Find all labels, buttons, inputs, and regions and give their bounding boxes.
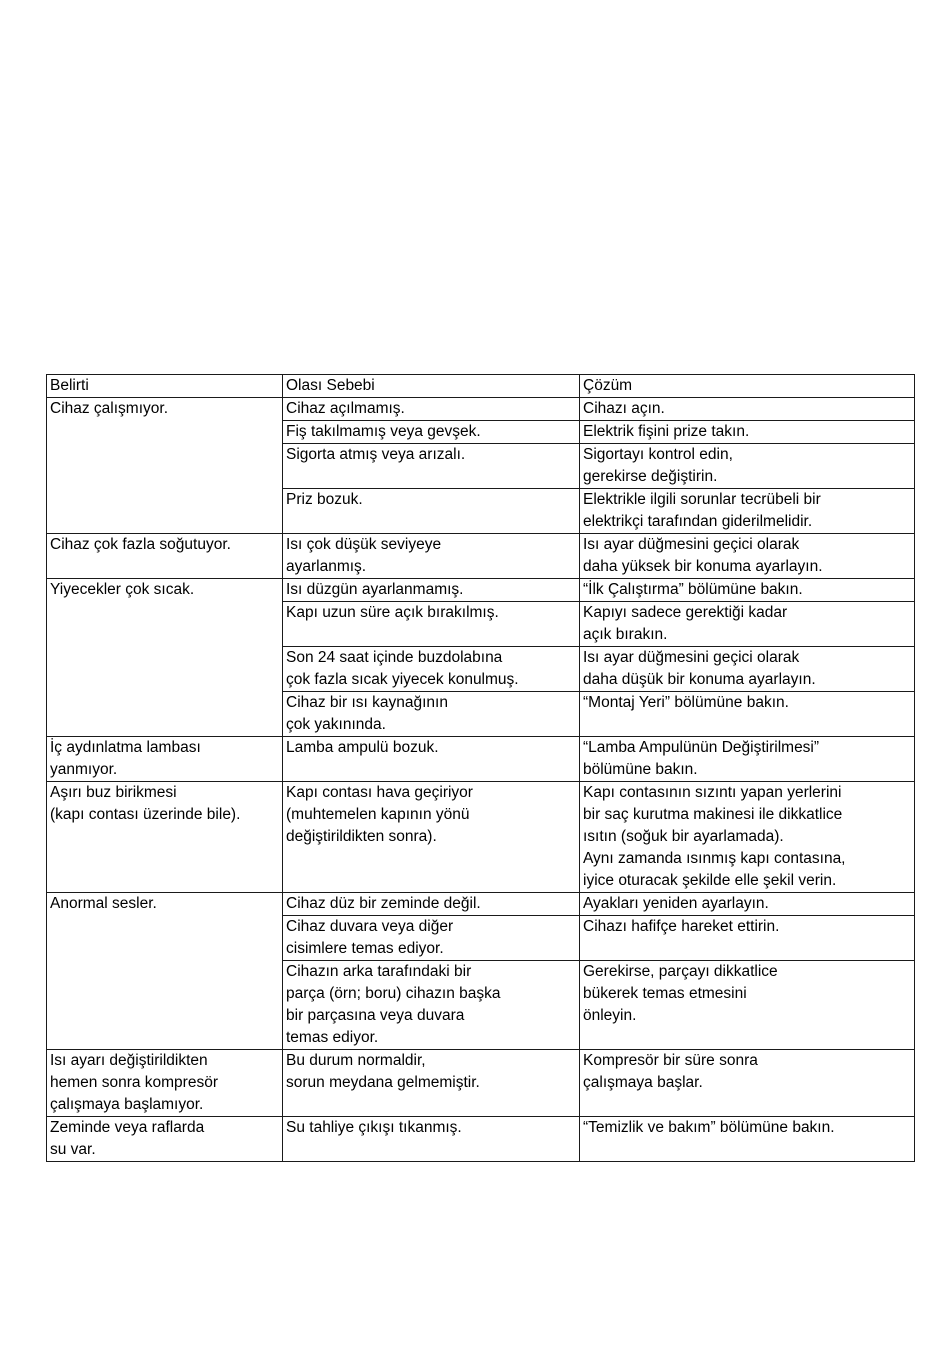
cause-cell: Sigorta atmış veya arızalı. — [283, 444, 580, 489]
cause-cell: Su tahliye çıkışı tıkanmış. — [283, 1117, 580, 1162]
cause-cell: Cihaz duvara veya diğer cisimlere temas ediyor. — [283, 916, 580, 961]
symptom-cell: Zeminde veya raflarda su var. — [47, 1117, 283, 1162]
cause-cell: Son 24 saat içinde buzdolabına çok fazla sıcak yiyecek konulmuş. — [283, 647, 580, 692]
solution-cell: Elektrikle ilgili sorunlar tecrübeli bir elektrikçi tarafından giderilmelidir. — [580, 489, 915, 534]
table-row — [47, 534, 915, 579]
solution-cell: Isı ayar düğmesini geçici olarak daha yüksek bir konuma ayarlayın. — [580, 534, 915, 579]
header-cause: Olası Sebebi — [283, 375, 580, 398]
table-row — [47, 579, 915, 602]
symptom-cell: Anormal sesler. — [47, 893, 283, 1050]
cause-cell: Bu durum normaldir, sorun meydana gelmemiştir. — [283, 1050, 580, 1117]
solution-cell: Gerekirse, parçayı dikkatlice bükerek temas etmesini önleyin. — [580, 961, 915, 1050]
cause-cell: Cihazın arka tarafındaki bir parça (örn; boru) cihazın başka bir parçasına veya duvara temas ediyor. — [283, 961, 580, 1050]
solution-cell: Elektrik fişini prize takın. — [580, 421, 915, 444]
solution-cell: “Lamba Ampulünün Değiştirilmesi” bölümüne bakın. — [580, 737, 915, 782]
solution-cell: Cihazı açın. — [580, 398, 915, 421]
table-body — [47, 398, 915, 1162]
table-row — [47, 737, 915, 782]
cause-cell: Cihaz bir ısı kaynağının çok yakınında. — [283, 692, 580, 737]
solution-cell: Kapıyı sadece gerektiği kadar açık bırakın. — [580, 602, 915, 647]
solution-cell: Kapı contasının sızıntı yapan yerlerini bir saç kurutma makinesi ile dikkatlice ısıtın (soğuk bir ayarlamada). Aynı zamanda ısınmış kapı contasına, iyice oturacak şekilde elle şekil verin. — [580, 782, 915, 893]
solution-cell: Isı ayar düğmesini geçici olarak daha düşük bir konuma ayarlayın. — [580, 647, 915, 692]
symptom-cell: Yiyecekler çok sıcak. — [47, 579, 283, 737]
solution-cell: Sigortayı kontrol edin, gerekirse değiştirin. — [580, 444, 915, 489]
symptom-cell: Cihaz çalışmıyor. — [47, 398, 283, 534]
cause-cell: Cihaz açılmamış. — [283, 398, 580, 421]
cause-cell: Kapı contası hava geçiriyor (muhtemelen kapının yönü değiştirildikten sonra). — [283, 782, 580, 893]
header-solution: Çözüm — [580, 375, 915, 398]
header-symptom: Belirti — [47, 375, 283, 398]
table-row — [47, 398, 915, 421]
symptom-cell: Cihaz çok fazla soğutuyor. — [47, 534, 283, 579]
solution-cell: “İlk Çalıştırma” bölümüne bakın. — [580, 579, 915, 602]
cause-cell: Kapı uzun süre açık bırakılmış. — [283, 602, 580, 647]
cause-cell: Lamba ampulü bozuk. — [283, 737, 580, 782]
solution-cell: “Temizlik ve bakım” bölümüne bakın. — [580, 1117, 915, 1162]
table-row — [47, 782, 915, 893]
troubleshooting-table — [46, 374, 915, 1162]
cause-cell: Isı çok düşük seviyeye ayarlanmış. — [283, 534, 580, 579]
table-row — [47, 1117, 915, 1162]
solution-cell: Kompresör bir süre sonra çalışmaya başlar. — [580, 1050, 915, 1117]
solution-cell: Cihazı hafifçe hareket ettirin. — [580, 916, 915, 961]
table-row — [47, 893, 915, 916]
solution-cell: “Montaj Yeri” bölümüne bakın. — [580, 692, 915, 737]
cause-cell: Cihaz düz bir zeminde değil. — [283, 893, 580, 916]
solution-cell: Ayakları yeniden ayarlayın. — [580, 893, 915, 916]
symptom-cell: İç aydınlatma lambası yanmıyor. — [47, 737, 283, 782]
table-row — [47, 1050, 915, 1117]
symptom-cell: Isı ayarı değiştirildikten hemen sonra kompresör çalışmaya başlamıyor. — [47, 1050, 283, 1117]
cause-cell: Priz bozuk. — [283, 489, 580, 534]
cause-cell: Isı düzgün ayarlanmamış. — [283, 579, 580, 602]
header-row — [47, 375, 915, 398]
cause-cell: Fiş takılmamış veya gevşek. — [283, 421, 580, 444]
symptom-cell: Aşırı buz birikmesi (kapı contası üzerinde bile). — [47, 782, 283, 893]
